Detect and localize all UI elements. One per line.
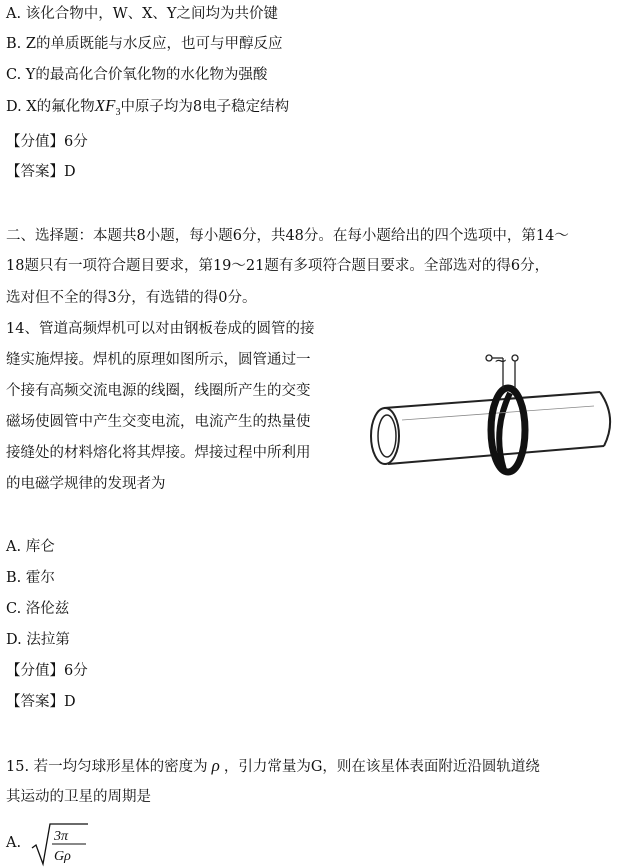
section-intro-line3: 选对但不全的得3分，有选错的得0分。 [6, 290, 257, 306]
question15-stem-line1 [6, 756, 540, 777]
rho-symbol: ρ [211, 756, 220, 775]
question14-stem [6, 314, 351, 500]
section-intro-line2: 18题只有一项符合题目要求，第19～21题有多项符合题目要求。全部选对的得6分， [6, 258, 550, 274]
q14-option-b: B. 霍尔 [6, 570, 55, 586]
q14-option-c: C. 洛伦兹 [6, 601, 70, 617]
question14-stem-line: 接缝处的材料熔化将其焊接。焊接过程中所利用 [6, 445, 311, 461]
q14-option-a: A. 库仑 [6, 539, 55, 555]
question14-stem-line: 磁场使圆管中产生交变电流，电流产生的热量使 [6, 414, 311, 430]
pipe-opening-inner [378, 415, 396, 457]
q15-stem-part2: ，引力常量为G，则在该星体表面附近沿圆轨道绕 [223, 759, 540, 775]
source-terminal-left [486, 355, 492, 361]
ac-source-symbol: ~ [494, 351, 508, 370]
q15-option-a-formula [30, 822, 90, 868]
q15-option-a-label: A. [6, 835, 22, 851]
q14-score: 【分值】6分 [6, 663, 88, 679]
q14-answer: 【答案】D [6, 694, 76, 710]
q15-stem-part1: 15. 若一均匀球形星体的密度为 [6, 759, 208, 775]
welding-pipe-figure [362, 350, 618, 480]
section-intro-line1: 二、选择题：本题共8小题，每小题6分，共48分。在每小题给出的四个选项中，第14～ [6, 228, 569, 244]
question15-stem-line2: 其运动的卫星的周期是 [6, 789, 151, 805]
option-d-formula: $XF_3$ [94, 96, 121, 118]
option-b-text: B. Z的单质既能与水反应，也可与甲醇反应 [6, 36, 283, 52]
question14-stem-line: 缝实施焊接。焊机的原理如图所示，圆管通过一 [6, 352, 311, 368]
fraction-numerator: 3π [54, 829, 69, 844]
option-c-text: C. Y的最高化合价氧化物的水化物为强酸 [6, 67, 268, 83]
source-terminal-right [512, 355, 518, 361]
option-d-prefix: D. X的氟化物 [6, 99, 95, 115]
option-a-text: A. 该化合物中，W、X、Y之间均为共价键 [6, 6, 278, 22]
q14-option-d: D. 法拉第 [6, 632, 70, 648]
option-d-suffix: 中原子均为8电子稳定结构 [120, 99, 290, 115]
question14-stem-line: 的电磁学规律的发现者为 [6, 476, 166, 492]
prev-score: 【分值】6分 [6, 134, 88, 150]
question14-stem-line: 个接有高频交流电源的线圈，线圈所产生的交变 [6, 383, 311, 399]
prev-answer: 【答案】D [6, 164, 76, 180]
question14-stem-line: 14、管道高频焊机可以对由钢板卷成的圆管的接 [6, 321, 315, 337]
fraction-denominator: Gρ [54, 849, 71, 864]
option-d-text [6, 96, 289, 123]
